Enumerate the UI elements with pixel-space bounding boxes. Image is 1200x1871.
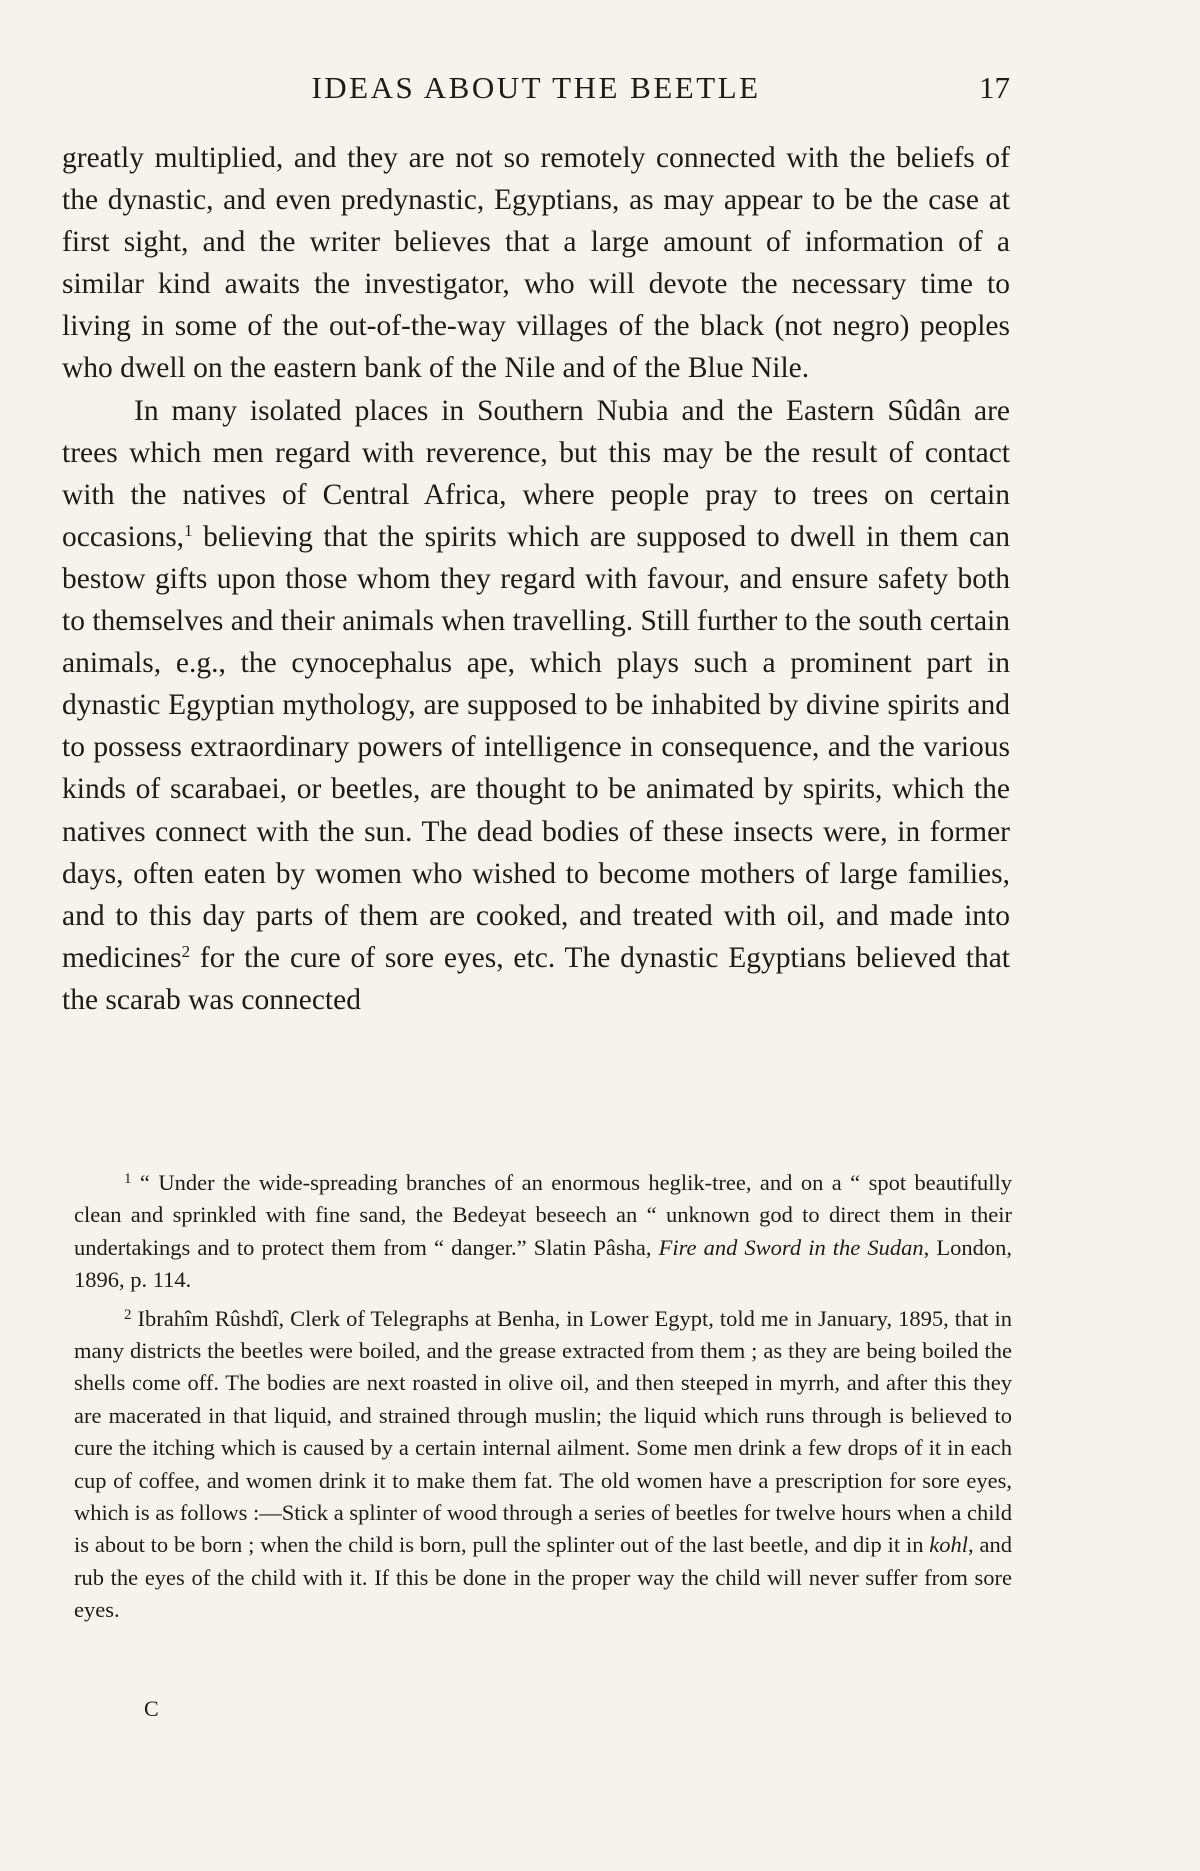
footnote-1	[74, 1167, 1012, 1297]
footnote-ref-1: 1	[184, 520, 193, 540]
footnote-1-tail: , London, 1896, p. 114.	[74, 1234, 1012, 1293]
body-text	[62, 137, 1010, 1021]
footnote-2-tail: , and rub the eyes of the child with it. If this be done in the proper way the child will never suffer from sore eyes.	[74, 1532, 1012, 1623]
footnote-2	[74, 1303, 1012, 1627]
footnote-2-text: Ibrahîm Rûshdî, Clerk of Telegraphs at Benha, in Lower Egypt, told me in January, 1895, that in many districts the beetles were boiled, and the grease extracted from them ; as they are being boiled the shells come off. The bodies are next roasted in olive oil, and then steeped in myrrh, and after this they are macerated in that liquid, and strained through muslin; the liquid which runs through is believed to cure the itching which is caused by a certain internal ailment. Some men drink a few drops of it in each cup of coffee, and women drink it to make them fat. The old women have a prescription for sore eyes, which is as follows :—Stick a splinter of wood through a series of beetles for twelve hours when a child is about to be born ; when the child is born, pull the splinter out of the last beetle, and dip it in	[74, 1305, 1012, 1558]
paragraph-1: greatly multiplied, and they are not so remotely connected with the beliefs of the dynastic, and even predynastic, Egyptians, as may appear to be the case at first sight, and the writer believes that a large amount of information of a similar kind awaits the investigator, who will devote the necessary time to living in some of the out-of-the-way villages of the black (not negro) peoples who dwell on the eastern bank of the Nile and of the Blue Nile.	[62, 142, 1010, 385]
page-header	[62, 70, 1010, 114]
footnote-1-mark: 1	[124, 1171, 132, 1187]
footnote-1-title: Fire and Sword in the Sudan	[658, 1234, 924, 1260]
footnote-ref-2: 2	[181, 941, 191, 961]
footnote-2-italic: kohl	[929, 1532, 969, 1558]
paragraph-2-part-b: believing that the spirits which are supposed to dwell in them can bestow gifts upon those whom they regard with favour, and ensure safety both to themselves and their animals when travelling. Still further to the south certain animals, e.g., the cynocephalus ape, which plays such a prominent part in dynastic Egyptian mythology, are supposed to be inhabited by divine spirits and to possess extraordinary powers of intelligence in consequence, and the various kinds of scarabaei, or beetles, are thought to be animated by spirits, which the natives connect with the sun. The dead bodies of these insects were, in former days, often eaten by women who wished to become mothers of large families, and to this day parts of them are cooked, and treated with oil, and made into medicines	[62, 520, 1010, 974]
paragraph-2	[62, 390, 1010, 1021]
footnotes	[74, 1167, 1012, 1627]
paragraph-2-part-a: In many isolated places in Southern Nubia and the Eastern Sûdân are trees which men regard with reverence, but this may be the result of contact with the natives of Central Africa, where people pray to trees on certain occasions,	[62, 394, 1010, 553]
footnote-2-mark: 2	[124, 1306, 132, 1323]
page-number: 17	[979, 70, 1010, 105]
signature-mark: C	[144, 1696, 159, 1721]
paragraph-2-part-c: for the cure of sore eyes, etc. The dynastic Egyptians believed that the scarab was connected	[62, 941, 1010, 1016]
running-head: IDEAS ABOUT THE BEETLE	[311, 70, 761, 105]
footnote-1-text: “ Under the wide-spreading branches of an enormous heglik-tree, and on a “ spot beautifully clean and sprinkled with fine sand, the Bedeyat beseech an “ unknown god to direct them in their undertakings and to protect them from “ danger.” Slatin Pâsha,	[74, 1170, 1012, 1260]
